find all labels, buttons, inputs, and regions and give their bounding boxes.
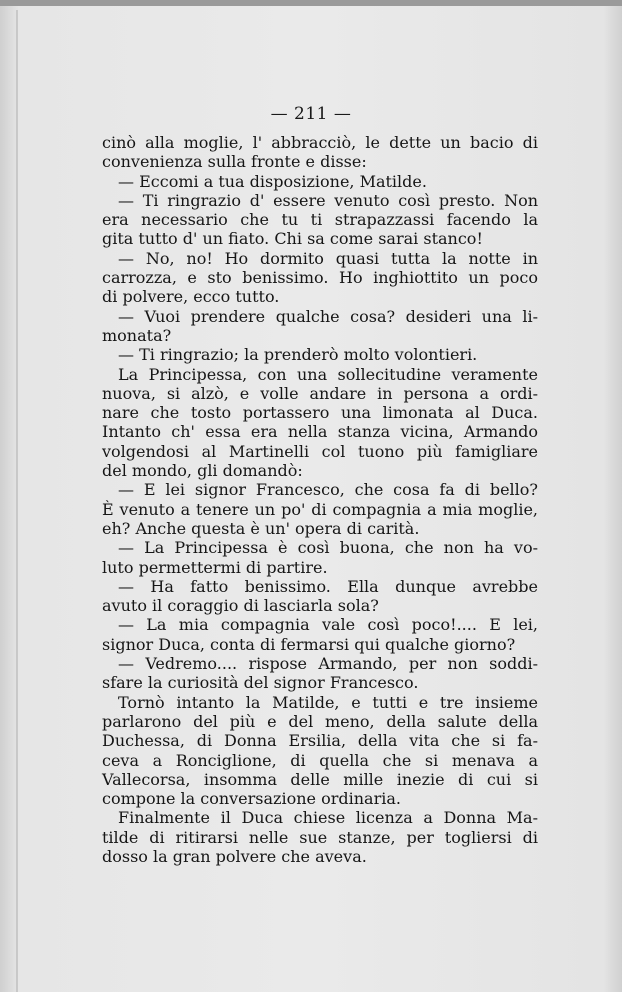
text-line: Vallecorsa, insomma delle mille inezie di cui si <box>102 769 538 789</box>
text-line: volgendosi al Martinelli col tuono più famigliare <box>102 441 538 461</box>
text-line: — Eccomi a tua disposizione, Matilde. <box>118 171 427 191</box>
page-number: — 211 — <box>270 104 352 124</box>
text-line: cinò alla moglie, l' abbracciò, le dette un bacio di <box>102 133 538 152</box>
text-line: — La Principessa è così buona, che non ha vo- <box>118 538 538 558</box>
text-line: Finalmente il Duca chiese licenza a Donna Ma- <box>118 808 538 828</box>
text-line: — La mia compagnia vale così poco!.... E lei, <box>118 615 538 635</box>
body-text <box>102 133 538 866</box>
page-top-edge <box>0 0 622 6</box>
text-line: Tornò intanto la Matilde, e tutti e tre insieme <box>118 692 538 712</box>
text-line: dosso la gran polvere che aveva. <box>102 846 367 866</box>
text-line: era necessario che tu ti strapazzassi facendo la <box>102 210 538 230</box>
text-line: carrozza, e sto benissimo. Ho inghiottito un poco <box>102 268 538 288</box>
text-line: — Vedremo.... rispose Armando, per non soddi- <box>118 654 538 674</box>
text-line: tilde di ritirarsi nelle sue stanze, per togliersi di <box>102 827 538 847</box>
text-line: parlarono del più e del meno, della salute della <box>102 711 538 731</box>
text-line: convenienza sulla fronte e disse: <box>102 152 367 172</box>
text-line: nuova, si alzò, e volle andare in persona a ordi- <box>102 383 538 403</box>
text-line: — Ha fatto benissimo. Ella dunque avrebbe <box>118 576 538 596</box>
page-binding-fold <box>16 10 18 992</box>
text-line: Duchessa, di Donna Ersilia, della vita che si fa- <box>102 731 538 751</box>
text-line: di polvere, ecco tutto. <box>102 287 280 307</box>
text-line: — E lei signor Francesco, che cosa fa di bello? <box>118 480 538 500</box>
text-line: — Ti ringrazio; la prenderò molto volontieri. <box>118 345 478 365</box>
text-line: eh? Anche questa è un' opera di carità. <box>102 518 420 538</box>
text-line: nare che tosto portassero una limonata al Duca. <box>102 403 538 423</box>
text-line: Intanto ch' essa era nella stanza vicina, Armando <box>102 422 538 442</box>
text-line: È venuto a tenere un po' di compagnia a mia moglie, <box>102 499 538 519</box>
text-line: La Principessa, con una sollecitudine veramente <box>118 364 538 384</box>
text-line: — Vuoi prendere qualche cosa? desideri una li- <box>118 306 538 326</box>
text-line: luto permettermi di partire. <box>102 557 328 577</box>
text-line: — No, no! Ho dormito quasi tutta la notte in <box>118 248 538 268</box>
text-line: monata? <box>102 325 172 345</box>
text-line: avuto il coraggio di lasciarla sola? <box>102 596 379 616</box>
text-line: gita tutto d' un fiato. Chi sa come sarai stanco! <box>102 229 483 249</box>
text-line: sfare la curiosità del signor Francesco. <box>102 673 419 693</box>
text-line: — Ti ringrazio d' essere venuto così presto. Non <box>118 190 538 210</box>
text-line: del mondo, gli domandò: <box>102 461 303 481</box>
text-line: compone la conversazione ordinaria. <box>102 789 401 809</box>
text-line: ceva a Ronciglione, di quella che si menava a <box>102 750 538 770</box>
text-line: signor Duca, conta di fermarsi qui qualche giorno? <box>102 634 516 654</box>
